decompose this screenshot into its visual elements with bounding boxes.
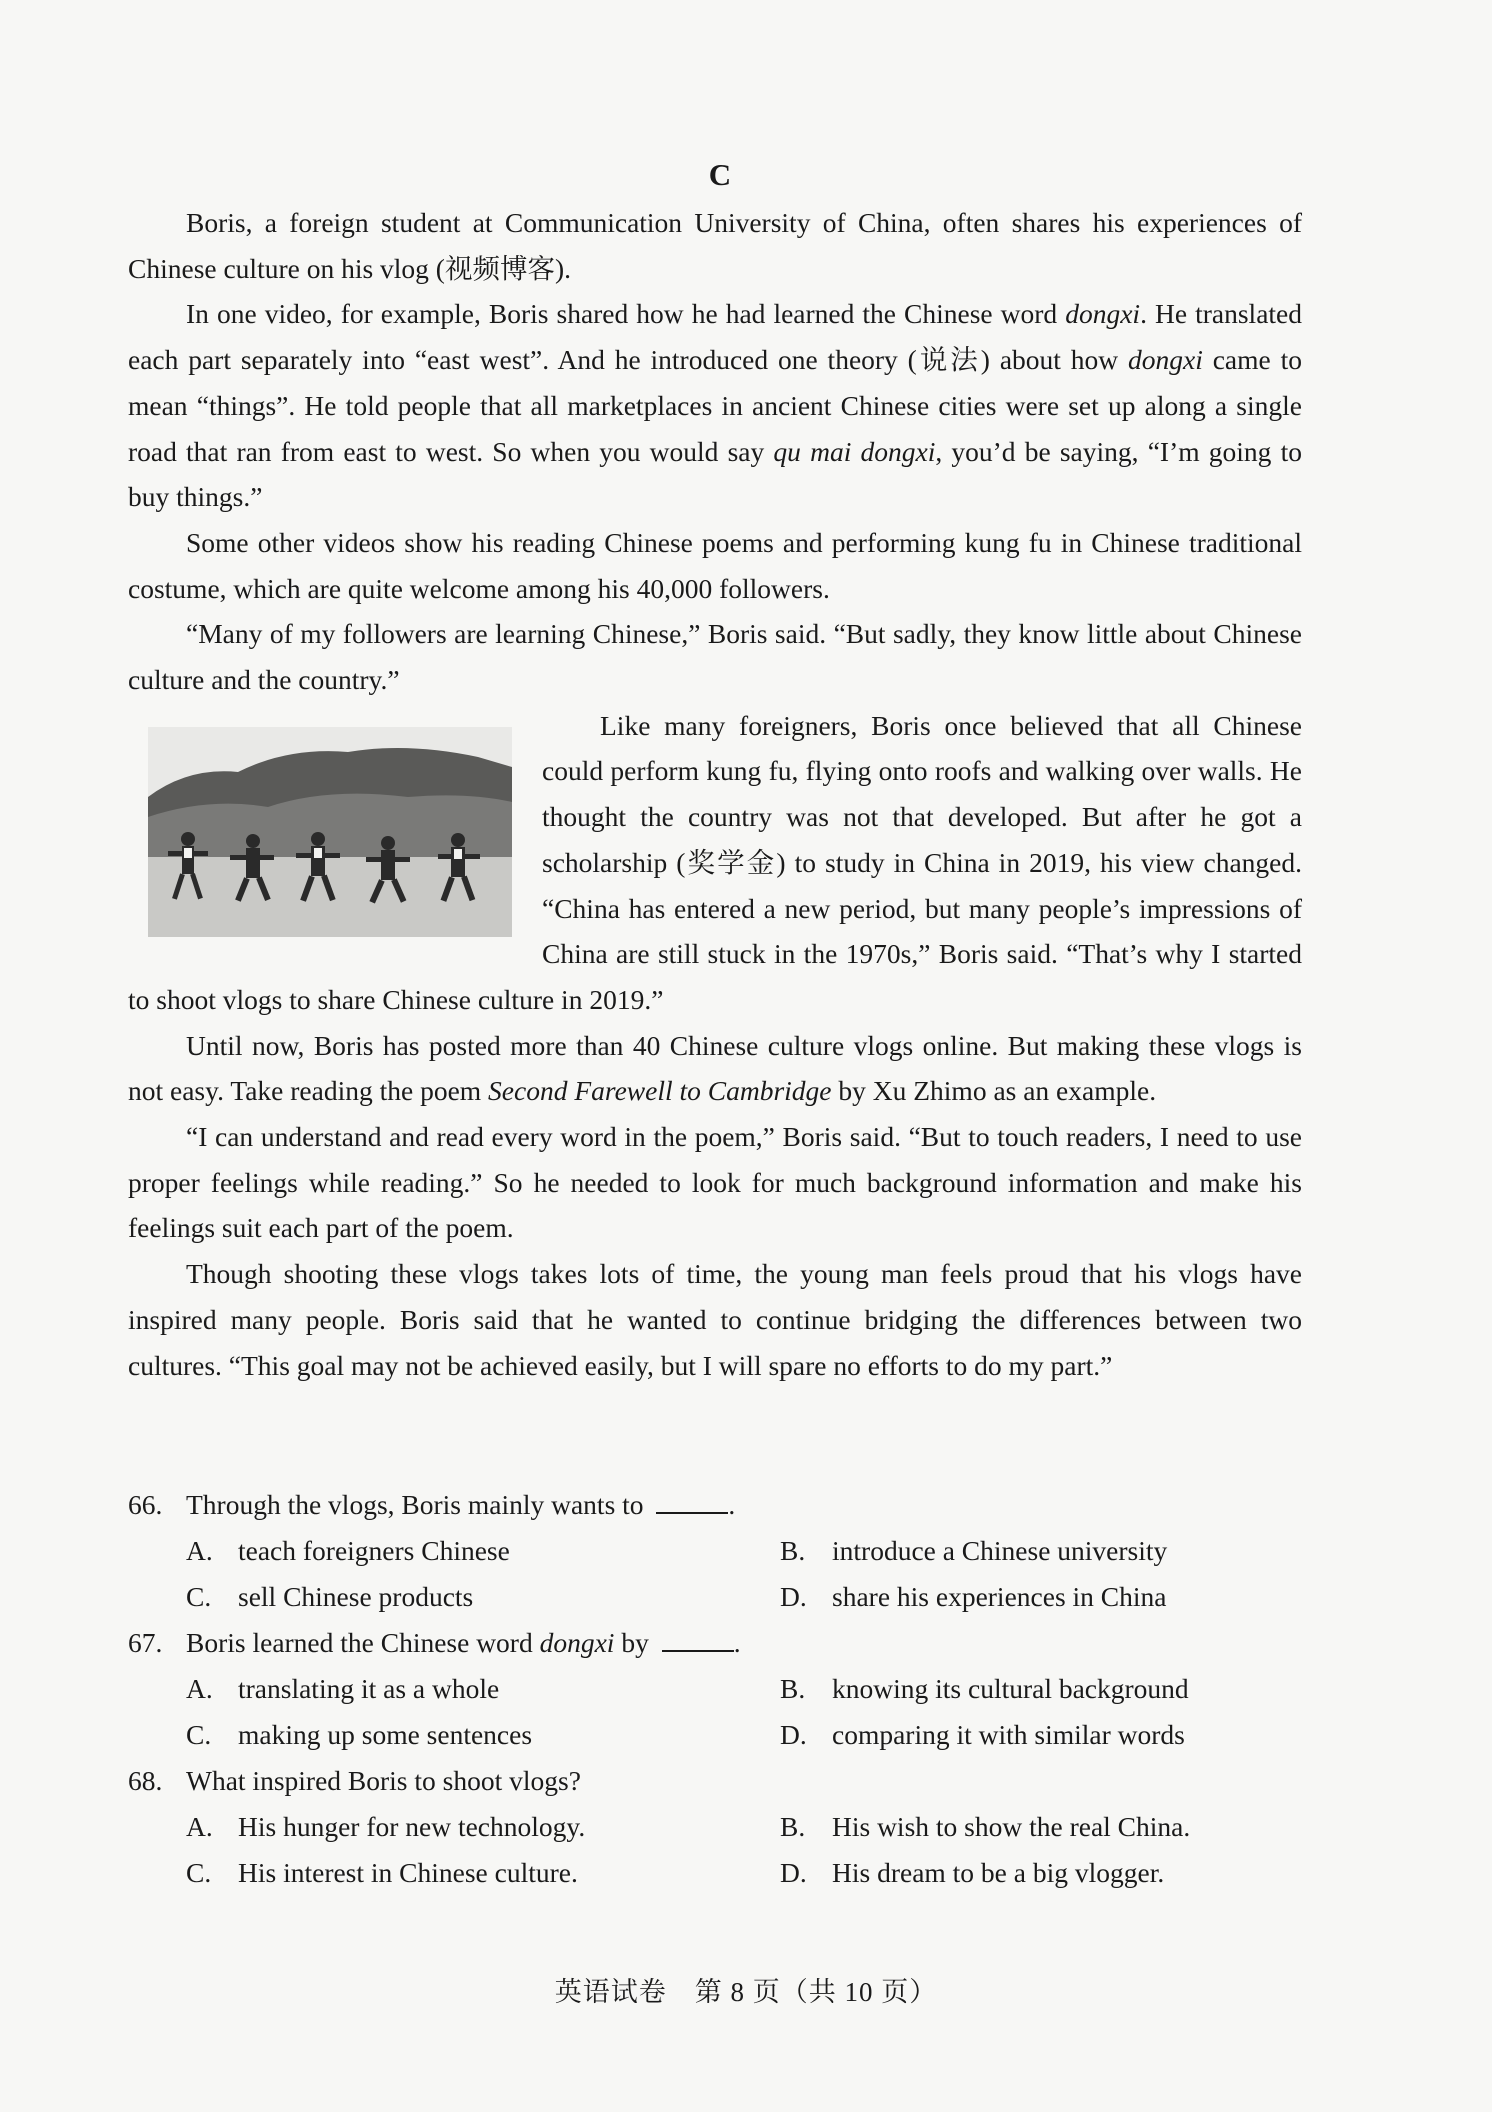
- option-text: His interest in Chinese culture.: [238, 1857, 578, 1888]
- option-letter: D.: [780, 1857, 807, 1888]
- option-d[interactable]: [780, 1719, 1185, 1751]
- option-text: translating it as a whole: [238, 1673, 500, 1704]
- question-stem-text: Boris learned the Chinese word: [186, 1627, 540, 1658]
- option-text: sell Chinese products: [238, 1581, 474, 1612]
- option-c[interactable]: [186, 1857, 578, 1889]
- section-heading: C: [708, 157, 732, 192]
- paragraph-6-text-a: Until now, Boris has posted more than 40 Chinese culture vlogs online. But making these vlogs is not easy. Take reading the poem: [128, 1029, 1302, 1107]
- option-text: knowing its cultural background: [832, 1673, 1189, 1704]
- paragraph-7: “I can understand and read every word in the poem,” Boris said. “But to touch readers, I need to use proper feelings while reading.” So he needed to look for much background information and make his feelings suit each part of the poem.: [128, 1121, 1302, 1244]
- paragraph-8: Though shooting these vlogs takes lots of time, the young man feels proud that his vlogs have inspired many people. Boris said that he wanted to continue bridging the differences between two cultures. “This goal may not be achieved easily, but I will spare no efforts to do my part.”: [128, 1258, 1302, 1381]
- word-dongxi-2: dongxi: [1128, 344, 1203, 376]
- question-number: 68.: [128, 1765, 163, 1796]
- question-67-stem: [128, 1627, 741, 1659]
- option-letter: C.: [186, 1581, 212, 1612]
- option-b[interactable]: [780, 1811, 1190, 1843]
- option-a[interactable]: [186, 1673, 499, 1705]
- paragraph-2-text-c: came to mean “things”. He told people that all marketplaces in ancient Chinese cities were set up along a single road that ran from east to west. So when you would say: [128, 344, 1302, 467]
- option-text: His hunger for new technology.: [238, 1811, 586, 1842]
- kung-fu-photo: [148, 727, 512, 937]
- paragraph-6-text-b: by Xu Zhimo as an example.: [831, 1075, 1157, 1107]
- question-stem-end: .: [733, 1627, 741, 1658]
- page-footer: 英语试卷 第 8 页（共 10 页）: [554, 1977, 938, 2007]
- paragraph-1: Boris, a foreign student at Communication University of China, often shares his experiences of Chinese culture on his vlog (视频博客).: [128, 207, 1302, 284]
- option-c[interactable]: [186, 1581, 473, 1613]
- option-letter: B.: [780, 1535, 806, 1566]
- option-letter: D.: [780, 1719, 807, 1750]
- question-68-stem: [128, 1765, 581, 1797]
- answer-blank: [656, 1492, 728, 1514]
- answer-blank: [662, 1630, 734, 1652]
- reading-passage: [128, 200, 1302, 1388]
- option-text: comparing it with similar words: [832, 1719, 1185, 1750]
- option-text: introduce a Chinese university: [832, 1535, 1168, 1566]
- option-a[interactable]: [186, 1811, 585, 1843]
- question-number: 66.: [128, 1489, 163, 1520]
- paragraph-6: [128, 1023, 1302, 1114]
- paragraph-2-text-b: . He translated each part separately into “east west”. And he introduced one theory (说法) about how: [128, 298, 1302, 376]
- poem-title: Second Farewell to Cambridge: [488, 1075, 832, 1107]
- word-dongxi: dongxi: [1065, 298, 1141, 330]
- phrase-qu-mai-dongxi: qu mai dongxi: [773, 435, 936, 467]
- paragraph-2: [128, 291, 1302, 520]
- option-b[interactable]: [780, 1673, 1189, 1705]
- option-d[interactable]: [780, 1857, 1164, 1889]
- question-stem-by: by: [614, 1627, 656, 1658]
- option-text: His dream to be a big vlogger.: [832, 1857, 1165, 1888]
- option-text: teach foreigners Chinese: [238, 1535, 510, 1566]
- option-letter: B.: [780, 1811, 806, 1842]
- paragraph-5: Like many foreigners, Boris once believed that all Chinese could perform kung fu, flying onto roofs and walking over walls. He thought the country was not that developed. But after he got a scholarship (奖学金) to study in China in 2019, his view changed. “China has entered a new period, but many people’s impressions of China are still stuck in the 1970s,” Boris said. “That’s why I started to shoot vlogs to share Chinese culture in 2019.”: [128, 709, 1302, 1015]
- question-stem-text: What inspired Boris to shoot vlogs?: [186, 1765, 581, 1796]
- option-letter: D.: [780, 1581, 807, 1612]
- question-66-stem: [128, 1489, 735, 1521]
- option-d[interactable]: [780, 1581, 1166, 1613]
- option-b[interactable]: [780, 1535, 1167, 1567]
- option-a[interactable]: [186, 1535, 510, 1567]
- paragraph-3: Some other videos show his reading Chinese poems and performing kung fu in Chinese traditional costume, which are quite welcome among his 40,000 followers.: [128, 526, 1302, 604]
- option-c[interactable]: [186, 1719, 532, 1751]
- option-text: making up some sentences: [238, 1719, 533, 1750]
- question-stem-text: Through the vlogs, Boris mainly wants to: [186, 1489, 651, 1520]
- paragraph-4: “Many of my followers are learning Chinese,” Boris said. “But sadly, they know little about Chinese culture and the country.”: [128, 618, 1302, 696]
- question-stem-end: .: [728, 1489, 736, 1520]
- option-text: His wish to show the real China.: [832, 1811, 1191, 1842]
- option-text: share his experiences in China: [832, 1581, 1167, 1612]
- option-letter: A.: [186, 1535, 213, 1566]
- kung-fu-photo-image: [148, 727, 512, 937]
- question-number: 67.: [128, 1627, 163, 1658]
- option-letter: C.: [186, 1719, 212, 1750]
- option-letter: C.: [186, 1857, 212, 1888]
- paragraph-2-text-d: , you’d be saying, “I’m going to buy things.”: [128, 435, 1302, 513]
- word-dongxi: dongxi: [539, 1627, 615, 1658]
- option-letter: A.: [186, 1811, 213, 1842]
- paragraph-2-text-a: In one video, for example, Boris shared how he had learned the Chinese word: [186, 298, 1066, 330]
- option-letter: B.: [780, 1673, 806, 1704]
- option-letter: A.: [186, 1673, 213, 1704]
